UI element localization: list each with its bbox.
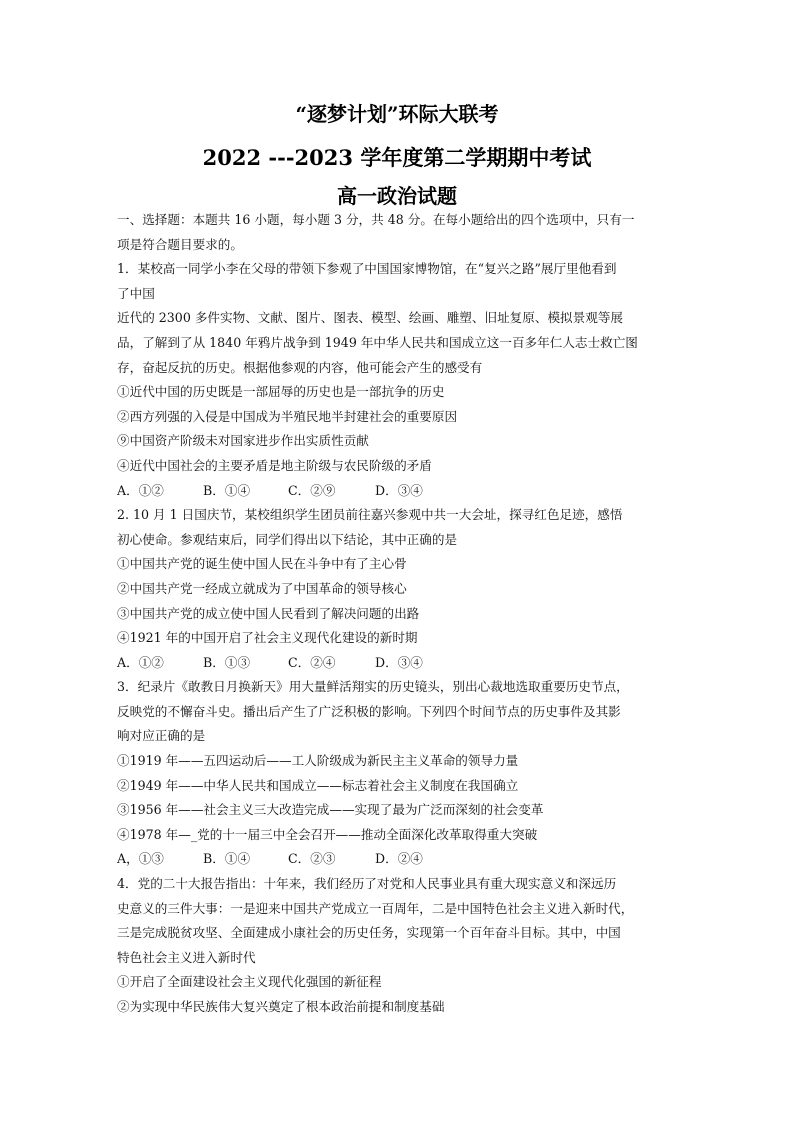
- question-text-line: 反映党的不懈奋斗史。播出后产生了广泛积极的影响。下列四个时间节点的历史事件及其影: [117, 703, 621, 719]
- answer-option[interactable]: D．③④: [375, 654, 423, 670]
- answer-option[interactable]: A，①③: [117, 851, 164, 867]
- question-text-line: ①开启了全面建设社会主义现代化强国的新征程: [117, 974, 382, 990]
- section-instructions-line: 项是符合题目要求的。: [117, 236, 243, 252]
- exam-subject-title: 高一政治试题: [337, 184, 457, 208]
- answer-option[interactable]: B．①③: [203, 654, 251, 670]
- question-text-line: 了中国: [117, 285, 155, 301]
- question-text-line: ③中国共产党的成立使中国人民看到了解决问题的出路: [117, 605, 420, 621]
- answer-option[interactable]: A．①②: [117, 482, 164, 498]
- question-text-line: ②中国共产党一经成立就成为了中国革命的领导核心: [117, 580, 407, 596]
- exam-body: [117, 208, 677, 1020]
- question-1: [117, 257, 677, 503]
- question-text-line: 响对应正确的是: [117, 728, 206, 744]
- answer-option[interactable]: B．①④: [203, 482, 251, 498]
- question-text-line: ①近代中国的历史既是一部屈辱的历史也是一部抗争的历史: [117, 384, 445, 400]
- question-text-line: 初心使命。参观结束后，同学们得出以下结论，其中正确的是: [117, 531, 458, 547]
- question-text-line: ③1956 年——社会主义三大改造完成——实现了最为广泛而深刻的社会变革: [117, 802, 544, 818]
- question-text-line: 1．某校高一同学小李在父母的带领下参观了中国国家博物馆，在“复兴之路”展厅里他看到: [117, 261, 617, 277]
- exam-series-title: “逐梦计划”环际大联考: [295, 102, 499, 126]
- question-text-line: 特色社会主义进入新时代: [117, 949, 256, 965]
- question-4: [117, 872, 677, 1020]
- section-instructions-line: 一、选择题：本题共 16 小题，每小题 3 分，共 48 分。在每小题给出的四个选项中，只有一: [117, 212, 635, 227]
- answer-option[interactable]: D．③④: [375, 482, 423, 498]
- answer-options: [117, 651, 677, 676]
- question-3: [117, 675, 677, 872]
- question-text-line: ④1921 年的中国开启了社会主义现代化建设的新时期: [117, 630, 418, 646]
- question-2: [117, 503, 677, 675]
- question-text-line: 近代的 2300 多件实物、文献、图片、图表、模型、绘画、雕塑、旧址复原、模拟景观等展: [117, 310, 624, 326]
- question-text-line: 存，奋起反抗的历史。根据他参观的内容，他可能会产生的感受有: [117, 359, 483, 375]
- question-text-line: ②1949 年——中华人民共和国成立——标志着社会主义制度在我国确立: [117, 777, 519, 793]
- answer-option[interactable]: B．①④: [203, 851, 251, 867]
- question-text-line: ④1978 年—_党的十一届三中全会召开——推动全面深化改革取得重大突破: [117, 826, 538, 842]
- question-list: [117, 257, 677, 1019]
- answer-option[interactable]: C．②⑨: [288, 482, 336, 498]
- question-text-line: ④近代中国社会的主要矛盾是地主阶级与农民阶级的矛盾: [117, 457, 432, 473]
- question-text-line: ②西方列强的入侵是中国成为半殖民地半封建社会的重要原因: [117, 408, 458, 424]
- question-text-line: ②为实现中华民族伟大复兴奠定了根本政治前提和制度基础: [117, 999, 445, 1014]
- question-text-line: 三是完成脱贫攻坚、全面建成小康社会的历史任务，实现第一个百年奋斗目标。其中，中国: [117, 925, 621, 941]
- answer-option[interactable]: D．②④: [375, 851, 423, 867]
- question-text-line: 4．党的二十大报告指出：十年来，我们经历了对党和人民事业具有重大现实意义和深远历: [117, 876, 617, 892]
- answer-option[interactable]: C．②③: [288, 851, 336, 867]
- question-text-line: 2. 10 月 1 日国庆节，某校组织学生团员前往嘉兴参观中共一大会址，探寻红色足迹，感悟: [117, 507, 623, 523]
- answer-option[interactable]: A．①②: [117, 654, 164, 670]
- answer-options: [117, 847, 677, 872]
- question-text-line: ①1919 年——五四运动后——工人阶级成为新民主主义革命的领导力量: [117, 753, 519, 769]
- answer-options: [117, 479, 677, 504]
- question-text-line: ①中国共产党的诞生使中国人民在斗争中有了主心骨: [117, 556, 407, 572]
- question-text-line: 史意义的三件大事：一是迎来中国共产党成立一百周年，二是中国特色社会主义进入新时代，: [117, 900, 634, 916]
- question-text-line: 品，了解到了从 1840 年鸦片战争到 1949 年中华人民共和国成立这一百多年仁人志士救亡图: [117, 334, 638, 350]
- exam-term-title: 2022 ---2023 学年度第二学期期中考试: [202, 145, 592, 170]
- question-text-line: ⑨中国资产阶级未对国家进步作出实质性贡献: [117, 433, 369, 449]
- answer-option[interactable]: C．②④: [288, 654, 336, 670]
- question-text-line: 3．纪录片《敢教日月换新天》用大量鲜活翔实的历史镜头，别出心裁地选取重要历史节点，: [117, 679, 629, 695]
